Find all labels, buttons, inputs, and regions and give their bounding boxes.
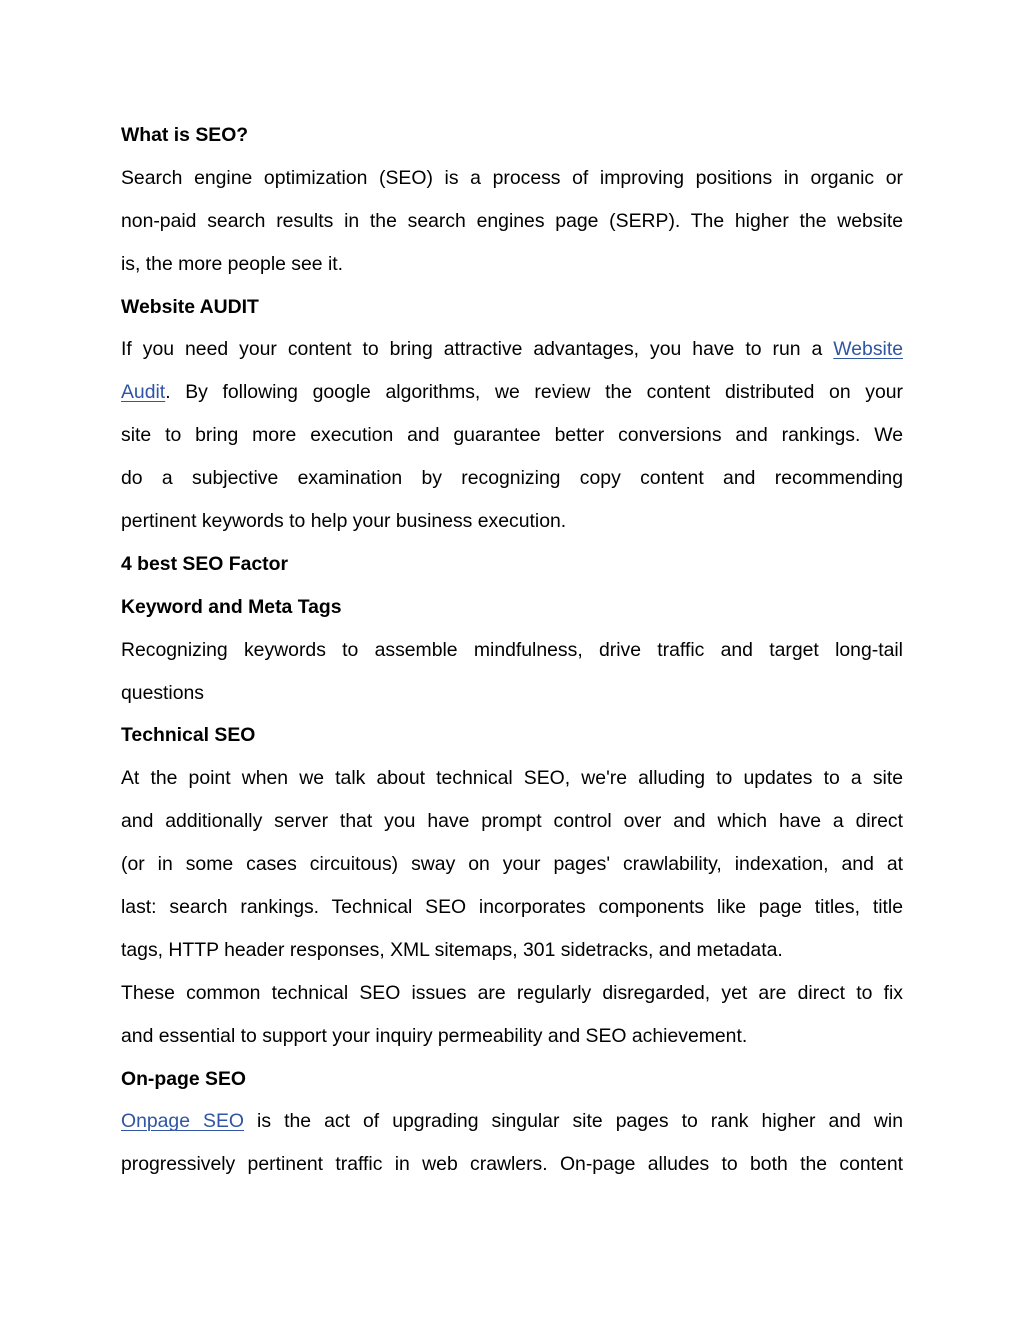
paragraph-line: tags, HTTP header responses, XML sitemaps, 301 sidetracks, and metadata. [121, 938, 783, 961]
paragraph-line [121, 371, 903, 414]
heading-what-is-seo: What is SEO? [121, 124, 249, 146]
paragraph-line: last: search rankings. Technical SEO incorporates components like page titles, title [121, 896, 903, 919]
paragraph-line: Recognizing keywords to assemble mindfulness, drive traffic and target long-tail [121, 638, 903, 661]
onpage-seo-link[interactable]: Onpage SEO [121, 1110, 244, 1133]
heading-keyword-meta-tags: Keyword and Meta Tags [121, 595, 342, 618]
paragraph-line: progressively pertinent traffic in web crawlers. On-page alludes to both the content [121, 1153, 903, 1176]
paragraph-text: . By following google algorithms, we review the content distributed on your [165, 381, 903, 404]
heading-best-seo-factor: 4 best SEO Factor [121, 552, 289, 575]
heading-technical-seo: Technical SEO [121, 724, 256, 747]
paragraph-line: pertinent keywords to help your business execution. [121, 510, 567, 533]
paragraph-line: These common technical SEO issues are regularly disregarded, yet are direct to fix [121, 981, 903, 1004]
paragraph-line: and additionally server that you have prompt control over and which have a direct [121, 810, 903, 833]
heading-on-page-seo: On-page SEO [121, 1067, 246, 1090]
paragraph-line: non-paid search results in the search engines page (SERP). The higher the website [121, 209, 903, 232]
heading-website-audit: Website AUDIT [121, 295, 259, 318]
paragraph-line [121, 1100, 903, 1143]
website-audit-link[interactable]: Website [833, 338, 903, 361]
paragraph-text: If you need your content to bring attractive advantages, you have to run a [121, 338, 834, 361]
paragraph-line: site to bring more execution and guarantee better conversions and rankings. We [121, 424, 903, 447]
paragraph-line: and essential to support your inquiry permeability and SEO achievement. [121, 1024, 748, 1047]
paragraph-line: do a subjective examination by recognizing copy content and recommending [121, 467, 903, 490]
paragraph-text: is the act of upgrading singular site pages to rank higher and win [244, 1110, 903, 1133]
website-audit-link-continued[interactable]: Audit [121, 381, 166, 404]
paragraph-line [121, 328, 903, 371]
paragraph-line: is, the more people see it. [121, 252, 344, 275]
paragraph-line: At the point when we talk about technical SEO, we're alluding to updates to a site [121, 767, 903, 790]
paragraph-line: (or in some cases circuitous) sway on your pages' crawlability, indexation, and at [121, 853, 903, 876]
paragraph-line: Search engine optimization (SEO) is a process of improving positions in organic or [121, 166, 903, 189]
document-page [121, 114, 903, 1186]
paragraph-line: questions [121, 681, 205, 704]
